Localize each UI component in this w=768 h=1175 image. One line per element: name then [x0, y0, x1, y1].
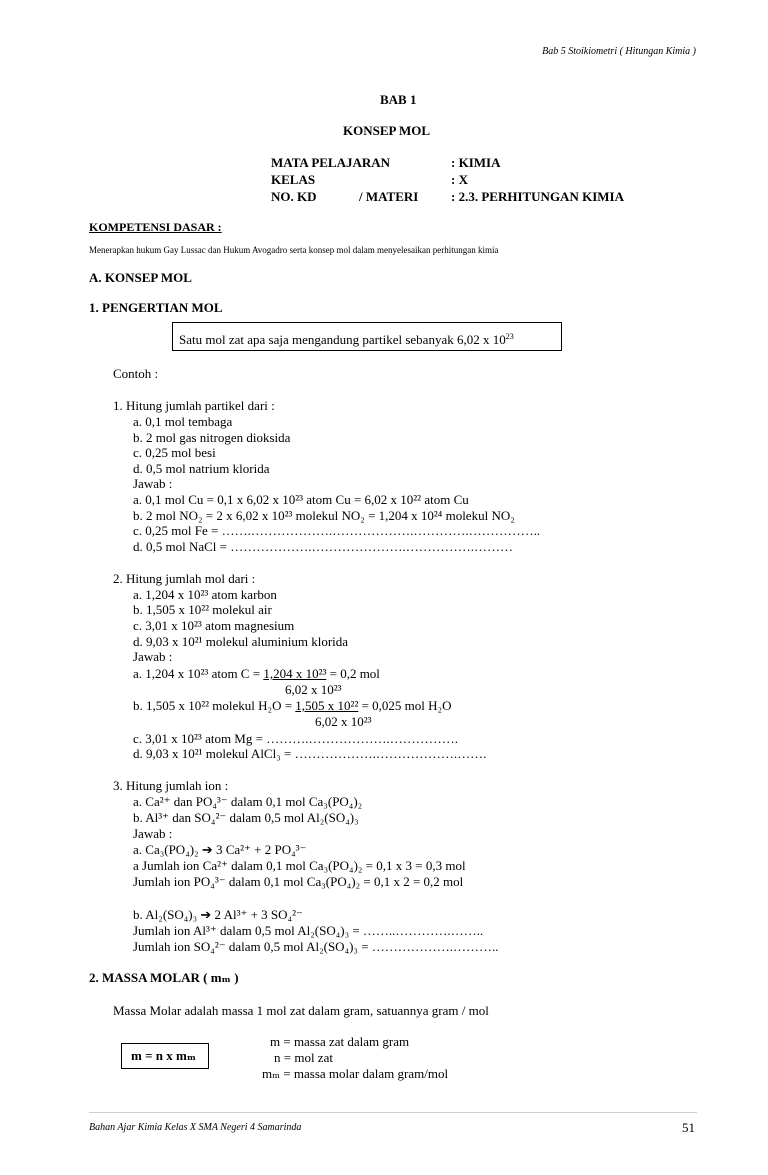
q2-title: 2. Hitung jumlah mol dari : [113, 571, 256, 586]
q3-title: 3. Hitung jumlah ion : [113, 778, 229, 793]
q1-item-d: d. 0,5 mol natrium klorida [133, 461, 270, 476]
q1-item-a: a. 0,1 mol tembaga [133, 414, 233, 429]
q3-item-b: b. Al³⁺ dan SO₄²⁻ dalam 0,5 mol Al₂(SO₄)₃ [133, 810, 359, 825]
q3-answer-a-equation: a. Ca₃(PO₄)₂ ➔ 3 Ca²⁺ + 2 PO₄³⁻ [133, 842, 307, 857]
chapter-topic: KONSEP MOL [343, 123, 431, 138]
meta-label-materi: / MATERI [359, 189, 419, 204]
meta-label-class: KELAS [271, 172, 316, 187]
massa-molar-definition: Massa Molar adalah massa 1 mol zat dalam gram, satuannya gram / mol [113, 1003, 489, 1018]
q2-item-a: a. 1,204 x 10²³ atom karbon [133, 587, 277, 602]
q1-item-b: b. 2 mol gas nitrogen dioksida [133, 430, 291, 445]
q2-item-d: d. 9,03 x 10²¹ molekul aluminium klorida [133, 634, 349, 649]
section-a-heading: A. KONSEP MOL [89, 270, 192, 285]
mole-definition: Satu mol zat apa saja mengandung partikel sebanyak 6,02 x $10^{23}$ [179, 332, 514, 347]
q2-answer-c: c. 3,01 x 10²³ atom Mg = ……….……………….……………. [133, 731, 458, 746]
massa-molar-heading: 2. MASSA MOLAR ( mₘ ) [89, 970, 239, 985]
meta-value-class: : X [451, 172, 468, 187]
meta-label-subject: MATA PELAJARAN [271, 155, 391, 170]
q3-answer-b-equation: b. Al₂(SO₄)₃ ➔ 2 Al³⁺ + 3 SO₄²⁻ [133, 907, 303, 922]
q2-answer-d: d. 9,03 x 10²¹ molekul AlCl₃ = ……………….……………….……. [133, 746, 487, 761]
q2-answer-b: b. 1,505 x 10²² molekul H₂O = 1,505 x 10²² = 0,025 mol H₂O [133, 698, 452, 713]
q1-title: 1. Hitung jumlah partikel dari : [113, 398, 275, 413]
q2-answer-a-denominator: 6,02 x 10²³ [285, 682, 342, 697]
meta-label-kd: NO. KD [271, 189, 317, 204]
q2-answer-b-denominator: 6,02 x 10²³ [315, 714, 372, 729]
page-number: 51 [682, 1120, 695, 1135]
legend-n: n = mol zat [274, 1050, 333, 1065]
q2-answer-a: a. 1,204 x 10²³ atom C = 1,204 x 10²³ = 0,2 mol [133, 666, 380, 681]
q2-item-c: c. 3,01 x 10²³ atom magnesium [133, 618, 295, 633]
q3-answer-a-line1: a Jumlah ion Ca²⁺ dalam 0,1 mol Ca₃(PO₄)₂ = 0,1 x 3 = 0,3 mol [133, 858, 466, 873]
contoh-label: Contoh : [113, 366, 159, 381]
legend-m: m = massa zat dalam gram [270, 1034, 410, 1049]
meta-value-kd: : 2.3. PERHITUNGAN KIMIA [451, 189, 624, 204]
kompetensi-heading: KOMPETENSI DASAR : [89, 220, 222, 234]
q3-answer-a-line2: Jumlah ion PO₄³⁻ dalam 0,1 mol Ca₃(PO₄)₂ = 0,1 x 2 = 0,2 mol [133, 874, 464, 889]
q2-item-b: b. 1,505 x 10²² molekul air [133, 602, 272, 617]
kompetensi-text: Menerapkan hukum Gay Lussac dan Hukum Avogadro serta konsep mol dalam menyelesaikan perhitungan kimia [89, 245, 499, 255]
q3-jawab: Jawab : [133, 826, 173, 841]
footer-divider [89, 1112, 697, 1113]
q1-answer-b: b. 2 mol NO₂ = 2 x 6,02 x 10²³ molekul NO₂ = 1,204 x 10²⁴ molekul NO₂ [133, 508, 515, 523]
q1-answer-a: a. 0,1 mol Cu = 0,1 x 6,02 x 10²³ atom Cu = 6,02 x 10²² atom Cu [133, 492, 469, 507]
q1-answer-d: d. 0,5 mol NaCl = ……………….………………….…………….……… [133, 539, 513, 554]
meta-value-subject: : KIMIA [451, 155, 501, 170]
q1-jawab: Jawab : [133, 476, 173, 491]
q3-answer-b-line2: Jumlah ion SO₄²⁻ dalam 0,5 mol Al₂(SO₄)₃ = ……………….……….. [133, 939, 499, 954]
q3-item-a: a. Ca²⁺ dan PO₄³⁻ dalam 0,1 mol Ca₃(PO₄)₂ [133, 794, 363, 809]
q1-item-c: c. 0,25 mol besi [133, 445, 216, 460]
pengertian-heading: 1. PENGERTIAN MOL [89, 300, 223, 315]
chapter-number: BAB 1 [380, 92, 417, 107]
q3-answer-b-line1: Jumlah ion Al³⁺ dalam 0,5 mol Al₂(SO₄)₃ = ……..………….…….. [133, 923, 484, 938]
footer-source: Bahan Ajar Kimia Kelas X SMA Negeri 4 Samarinda [89, 1122, 302, 1133]
q2-jawab: Jawab : [133, 649, 173, 664]
q1-answer-c: c. 0,25 mol Fe = …….……………….……………….………….…………….. [133, 523, 541, 538]
running-header: Bab 5 Stoikiometri ( Hitungan Kimia ) [542, 46, 696, 57]
legend-mm: mₘ = massa molar dalam gram/mol [262, 1066, 449, 1081]
massa-molar-formula: m = n x mₘ [131, 1048, 197, 1063]
